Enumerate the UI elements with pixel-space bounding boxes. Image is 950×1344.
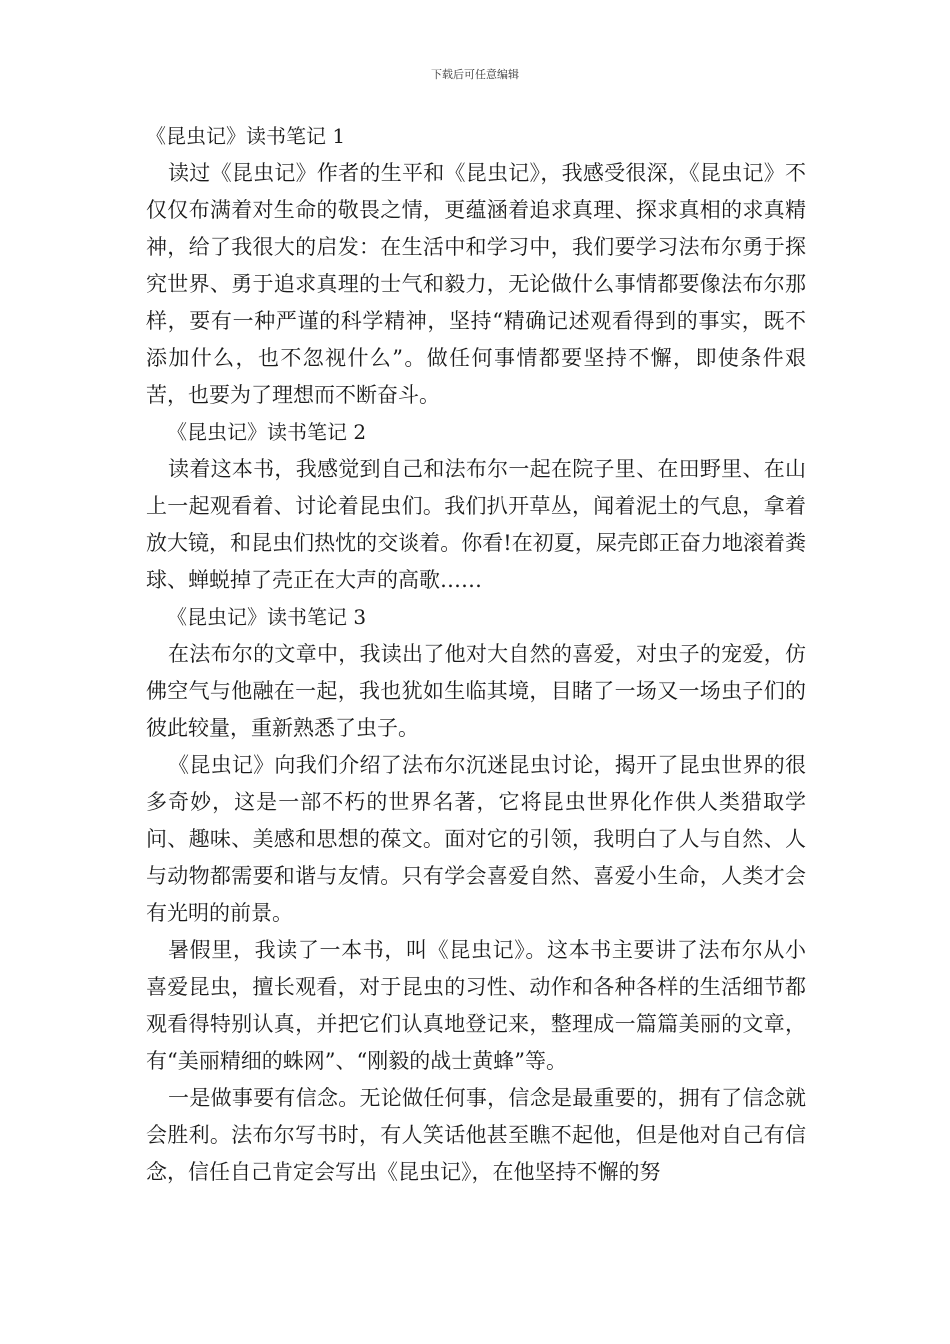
- paragraph: 暑假里，我读了一本书，叫《昆虫记》。这本书主要讲了法布尔从小喜爱昆虫，擅长观看，对于昆虫的习性、动作和各种各样的生活细节都观看得特别认真，并把它们认真地登记来，整理成一篇篇美丽的文章，有“美丽精细的蛛网”、“刚毅的战士黄蜂”等。: [146, 938, 806, 1073]
- paragraph: 《昆虫记》向我们介绍了法布尔沉迷昆虫讨论，揭开了昆虫世界的很多奇妙，这是一部不朽的世界名著，它将昆虫世界化作供人类猎取学问、趣味、美感和思想的葆文。面对它的引领，我明白了人与自然、人与动物都需要和谐与友情。只有学会喜爱自然、喜爱小生命，人类才会有光明的前景。: [146, 753, 806, 925]
- section-title: 《昆虫记》读书笔记 1: [146, 124, 346, 148]
- section-3: [146, 599, 806, 1191]
- section-title: 《昆虫记》读书笔记 3: [167, 605, 367, 629]
- paragraph: 读着这本书，我感觉到自己和法布尔一起在院子里、在田野里、在山上一起观看着、讨论着昆虫们。我们扒开草丛，闻着泥土的气息，拿着放大镜，和昆虫们热忱的交谈着。你看!在初夏，屎壳郎正奋力地滚着粪球、蝉蜕掉了壳正在大声的高歌……: [146, 457, 806, 592]
- paragraph: 在法布尔的文章中，我读出了他对大自然的喜爱，对虫子的宠爱，仿佛空气与他融在一起，我也犹如生临其境，目睹了一场又一场虫子们的彼此较量，重新熟悉了虫子。: [146, 642, 806, 740]
- section-title: 《昆虫记》读书笔记 2: [167, 420, 367, 444]
- section-1: [146, 118, 806, 414]
- page-header: 下载后可任意编辑: [431, 68, 519, 81]
- document-body: [146, 118, 806, 1191]
- section-2: [146, 414, 806, 599]
- paragraph: 读过《昆虫记》作者的生平和《昆虫记》，我感受很深，《昆虫记》不仅仅布满着对生命的敬畏之情，更蕴涵着追求真理、探求真相的求真精神，给了我很大的启发：在生活中和学习中，我们要学习法布尔勇于探究世界、勇于追求真理的士气和毅力，无论做什么事情都要像法布尔那样，要有一种严谨的科学精神，坚持“精确记述观看得到的事实，既不添加什么，也不忽视什么”。做任何事情都要坚持不懈，即使条件艰苦，也要为了理想而不断奋斗。: [146, 161, 806, 407]
- paragraph: 一是做事要有信念。无论做任何事，信念是最重要的，拥有了信念就会胜利。法布尔写书时，有人笑话他甚至瞧不起他，但是他对自己有信念，信任自己肯定会写出《昆虫记》，在他坚持不懈的努: [146, 1086, 806, 1184]
